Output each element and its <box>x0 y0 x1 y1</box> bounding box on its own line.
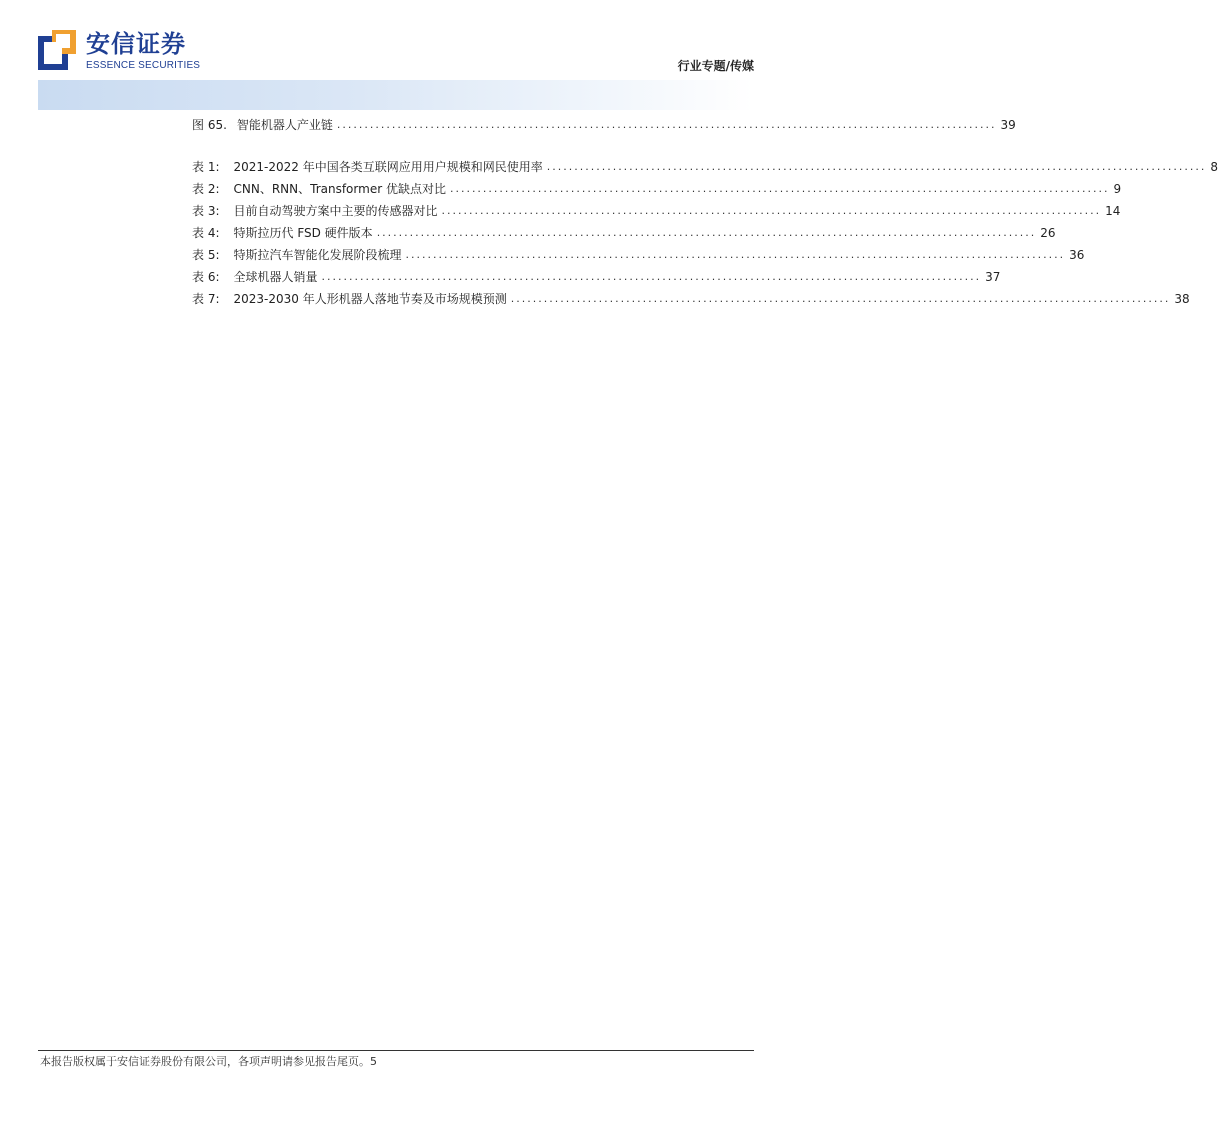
toc-leader-dots: ........................................................................................................................ <box>336 118 997 131</box>
section-tag: 行业专题/传媒 <box>677 59 754 73</box>
toc-leader-dots: ........................................................................................................................ <box>441 204 1102 217</box>
essence-logo-icon <box>38 30 76 70</box>
toc-title: 特斯拉汽车智能化发展阶段梳理 <box>233 248 402 262</box>
toc-label: 表 5: <box>192 248 220 262</box>
toc-entry-table-4[interactable] <box>192 223 1056 243</box>
toc-title: 全球机器人销量 <box>233 270 318 284</box>
toc-leader-dots: ........................................................................................................................ <box>405 248 1066 261</box>
toc-title: 目前自动驾驶方案中主要的传感器对比 <box>233 204 438 218</box>
toc-label: 表 3: <box>192 204 220 218</box>
toc-page-number: 8 <box>1210 160 1218 174</box>
toc-label: 表 1: <box>192 160 220 174</box>
toc-page-number: 37 <box>985 270 1001 284</box>
toc-title: CNN、RNN、Transformer 优缺点对比 <box>233 182 446 196</box>
footer-disclaimer: 本报告版权属于安信证券股份有限公司，各项声明请参见报告尾页。5 <box>40 1055 377 1068</box>
toc-entry-table-2[interactable] <box>192 179 1122 199</box>
footer-divider <box>38 1050 754 1051</box>
toc-leader-dots: ........................................................................................................................ <box>321 270 982 283</box>
brand-logo <box>38 30 201 74</box>
toc-page-number: 36 <box>1069 248 1085 262</box>
toc-entry-table-5[interactable] <box>192 245 1085 265</box>
toc-label: 图 65. <box>192 118 227 132</box>
toc-entry-table-6[interactable] <box>192 267 1001 287</box>
toc-leader-dots: ........................................................................................................................ <box>376 226 1037 239</box>
toc-leader-dots: ........................................................................................................................ <box>546 160 1207 173</box>
toc-page-number: 39 <box>1000 118 1016 132</box>
toc-title: 特斯拉历代 FSD 硬件版本 <box>233 226 373 240</box>
toc-title: 智能机器人产业链 <box>236 118 333 132</box>
header-band <box>38 80 754 110</box>
toc-leader-dots: ........................................................................................................................ <box>449 182 1110 195</box>
brand-name-cn: 安信证券 <box>86 30 186 58</box>
toc-entry-table-7[interactable] <box>192 289 1190 309</box>
toc-entry-table-1[interactable] <box>192 157 1218 177</box>
toc-label: 表 2: <box>192 182 220 196</box>
toc-page-number: 14 <box>1105 204 1121 218</box>
toc-page-number: 26 <box>1040 226 1056 240</box>
toc-entry-table-3[interactable] <box>192 201 1121 221</box>
toc-leader-dots: ........................................................................................................................ <box>510 292 1171 305</box>
toc-label: 表 7: <box>192 292 220 306</box>
brand-name-en: ESSENCE SECURITIES <box>86 60 201 71</box>
toc-entry-figure-65[interactable] <box>192 115 1016 135</box>
toc-page-number: 9 <box>1113 182 1122 196</box>
toc-title: 2023-2030 年人形机器人落地节奏及市场规模预测 <box>233 292 507 306</box>
toc-label: 表 6: <box>192 270 220 284</box>
toc-page-number: 38 <box>1174 292 1190 306</box>
toc-title: 2021-2022 年中国各类互联网应用用户规模和网民使用率 <box>233 160 543 174</box>
toc-label: 表 4: <box>192 226 220 240</box>
